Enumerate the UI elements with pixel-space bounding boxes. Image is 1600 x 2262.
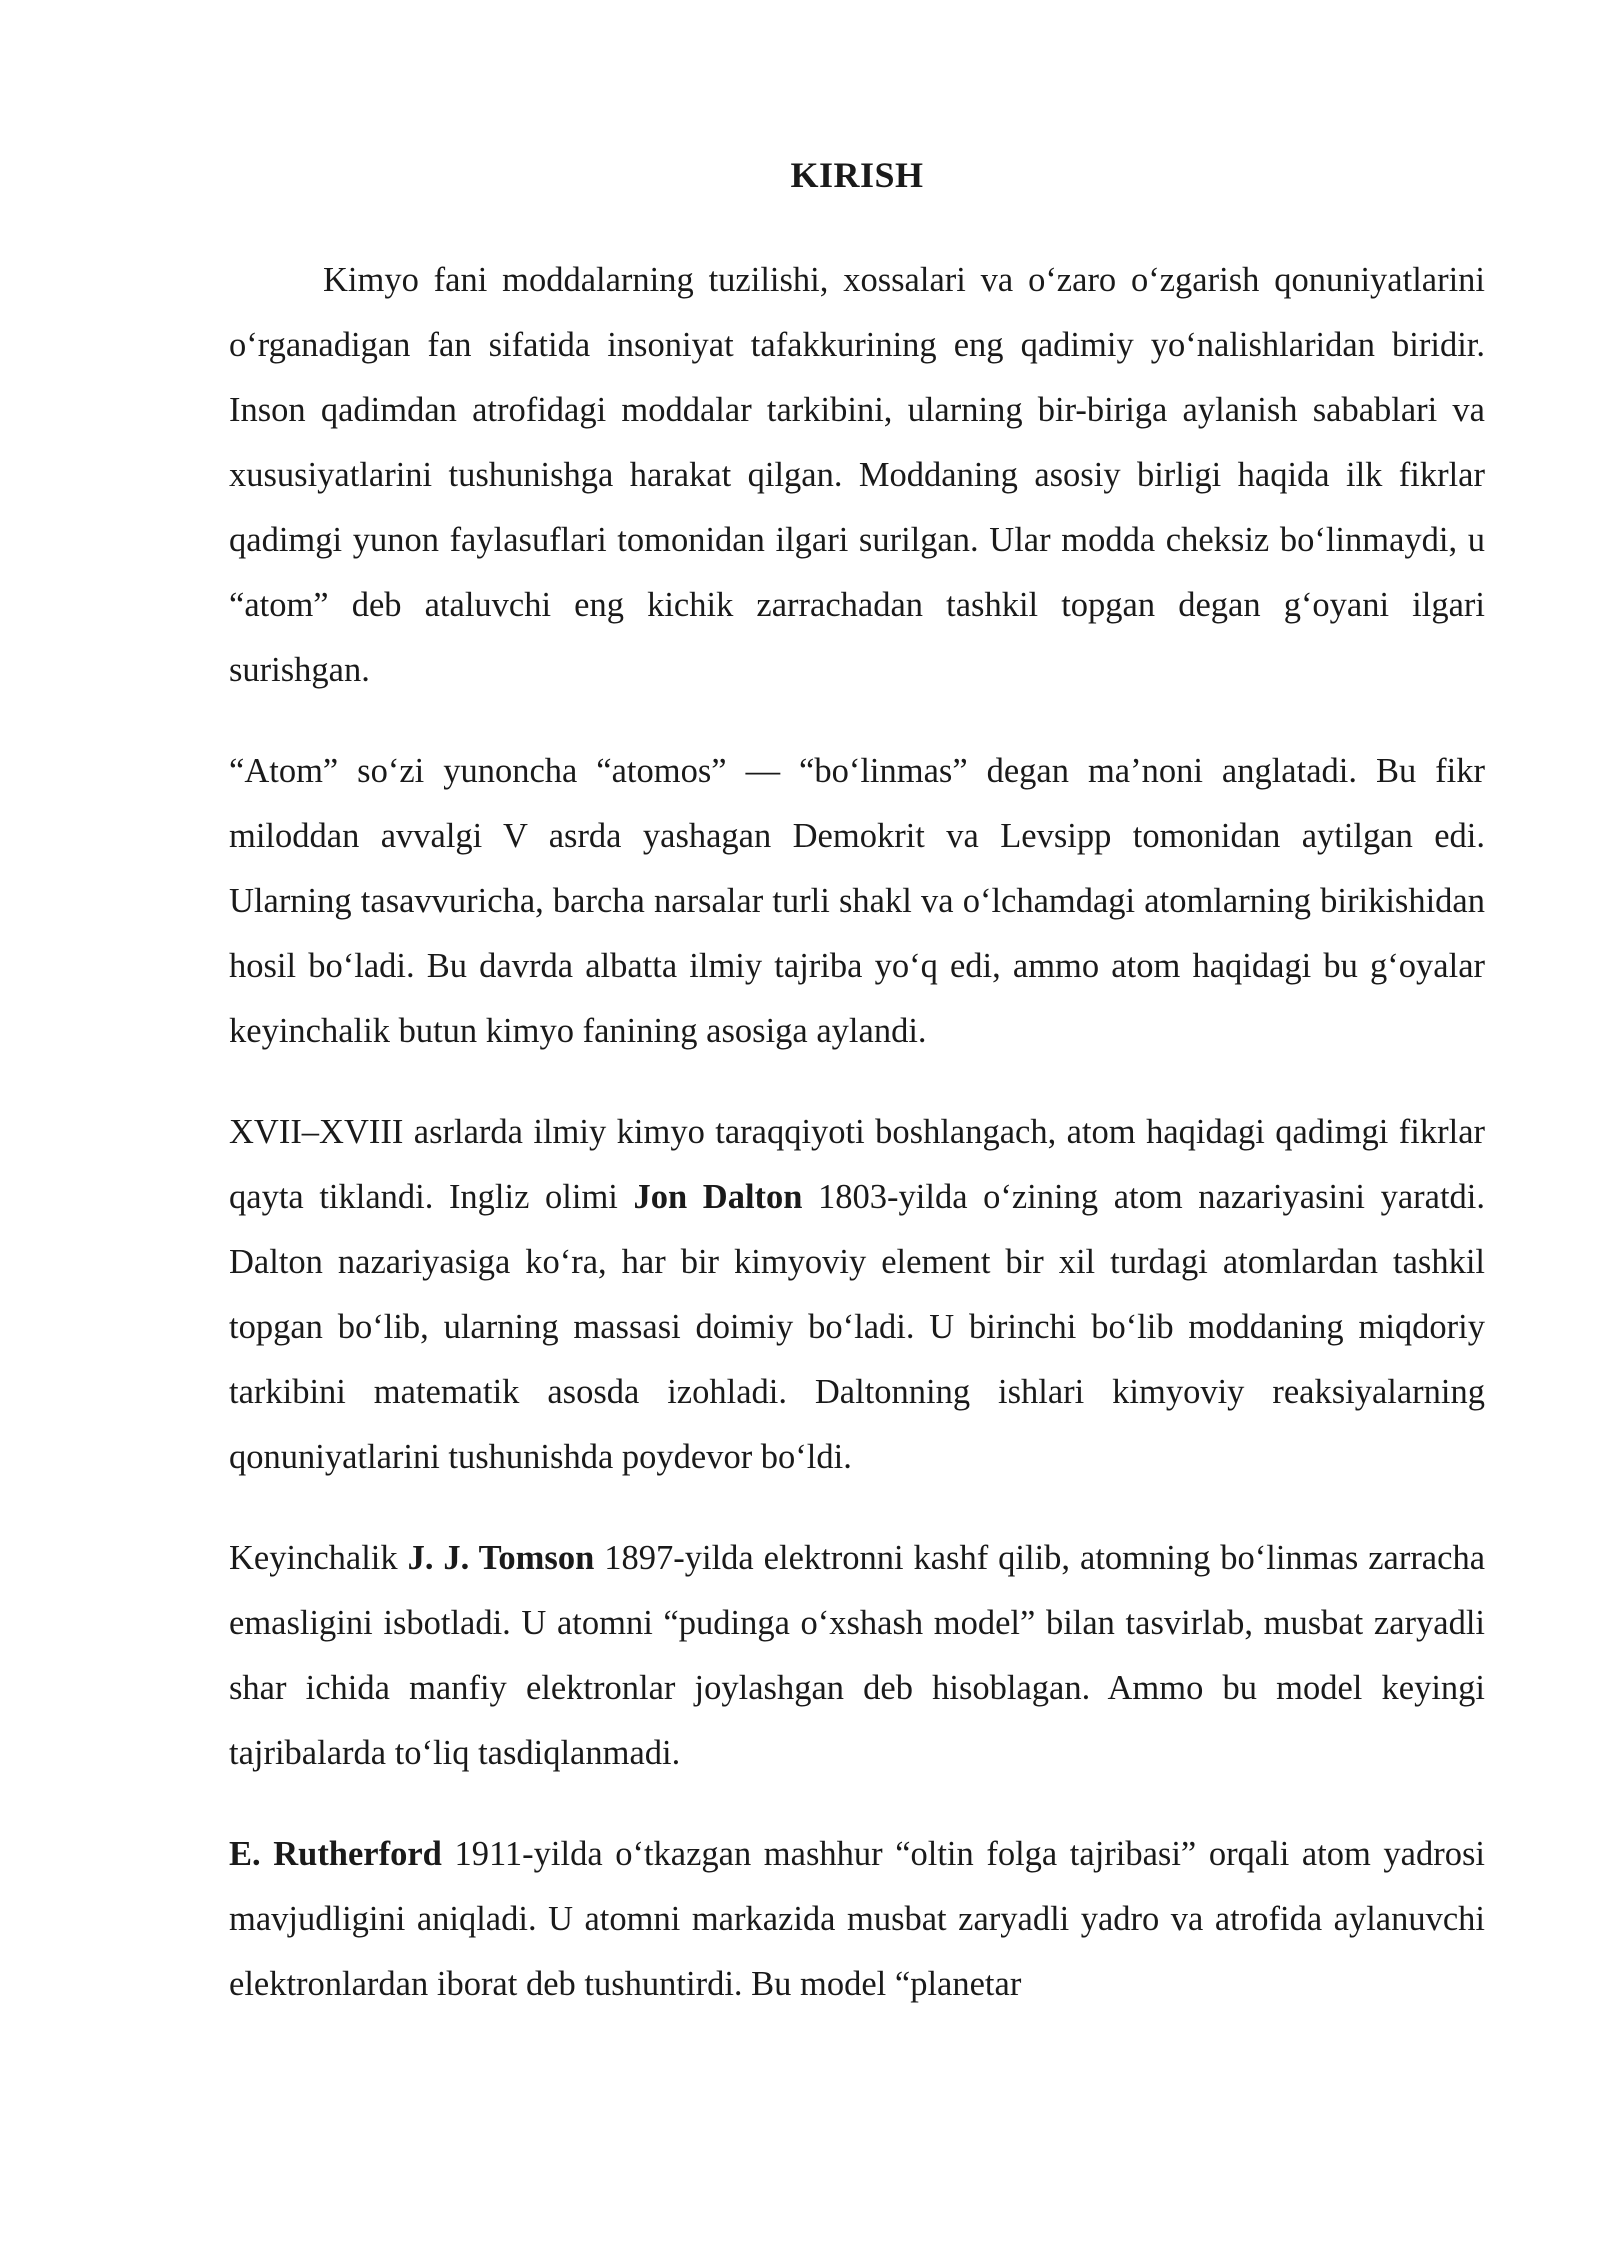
paragraph-4 <box>229 1526 1485 1786</box>
paragraph-1 <box>229 248 1485 703</box>
paragraph-4-text-a: Keyinchalik <box>229 1539 408 1577</box>
document-body <box>229 248 1485 2017</box>
name-jon-dalton: Jon Dalton <box>633 1178 803 1216</box>
paragraph-5 <box>229 1822 1485 2017</box>
paragraph-4-text-b: 1897-yilda elektronni kashf qilib, atomning bo‘linmas zarracha emasligini isbotladi. U atomni “pudinga o‘xshash model” bilan tasvirlab, musbat zaryadli shar ichida manfiy elektronlar joylashgan deb hisoblagan. Ammo bu model keyingi tajribalarda to‘liq tasdiqlanmadi. <box>229 1539 1486 1772</box>
paragraph-3 <box>229 1100 1485 1490</box>
paragraph-3-text-b: 1803-yilda o‘zining atom nazariyasini yaratdi. Dalton nazariyasiga ko‘ra, har bir kimyoviy element bir xil turdagi atomlardan tashkil topgan bo‘lib, ularning massasi doimiy bo‘ladi. U birinchi bo‘lib moddaning miqdoriy tarkibini matematik asosda izohladi. Daltonning ishlari kimyoviy reaksiyalarning qonuniyatlarini tushunishda poydevor bo‘ldi. <box>229 1178 1485 1476</box>
name-tomson: J. J. Tomson <box>407 1539 595 1577</box>
paragraph-2-text: “Atom” so‘zi yunoncha “atomos” — “bo‘linmas” degan ma’noni anglatadi. Bu fikr miloddan avvalgi V asrda yashagan Demokrit va Levsipp tomonidan aytilgan edi. Ularning tasavvuricha, barcha narsalar turli shakl va o‘lchamdagi atomlarning birikishidan hosil bo‘ladi. Bu davrda albatta ilmiy tajriba yo‘q edi, ammo atom haqidagi bu g‘oyalar keyinchalik butun kimyo fanining asosiga aylandi. <box>229 752 1485 1050</box>
paragraph-2 <box>229 739 1485 1064</box>
paragraph-5-text: 1911-yilda o‘tkazgan mashhur “oltin folga tajribasi” orqali atom yadrosi mavjudligini aniqladi. U atomni markazida musbat zaryadli yadro va atrofida aylanuvchi elektronlardan iborat deb tushuntirdi. Bu model “planetar <box>229 1835 1485 2003</box>
paragraph-3-text-a: XVII–XVIII asrlarda ilmiy kimyo taraqqiyoti boshlangach, atom haqidagi qadimgi fikrlar qayta tiklandi. Ingliz olimi <box>229 1113 1485 1216</box>
name-rutherford: E. Rutherford <box>229 1835 442 1873</box>
page-title: KIRISH <box>790 155 924 195</box>
paragraph-1-text: Kimyo fani moddalarning tuzilishi, xossalari va o‘zaro o‘zgarish qonuniyatlarini o‘rganadigan fan sifatida insoniyat tafakkurining eng qadimiy yo‘nalishlaridan biridir. Inson qadimdan atrofidagi moddalar tarkibini, ularning bir-biriga aylanish sabablari va xususiyatlarini tushunishga harakat qilgan. Moddaning asosiy birligi haqida ilk fikrlar qadimgi yunon faylasuflari tomonidan ilgari surilgan. Ular modda cheksiz bo‘linmaydi, u “atom” deb ataluvchi eng kichik zarrachadan tashkil topgan degan g‘oyani ilgari surishgan. <box>229 261 1485 689</box>
